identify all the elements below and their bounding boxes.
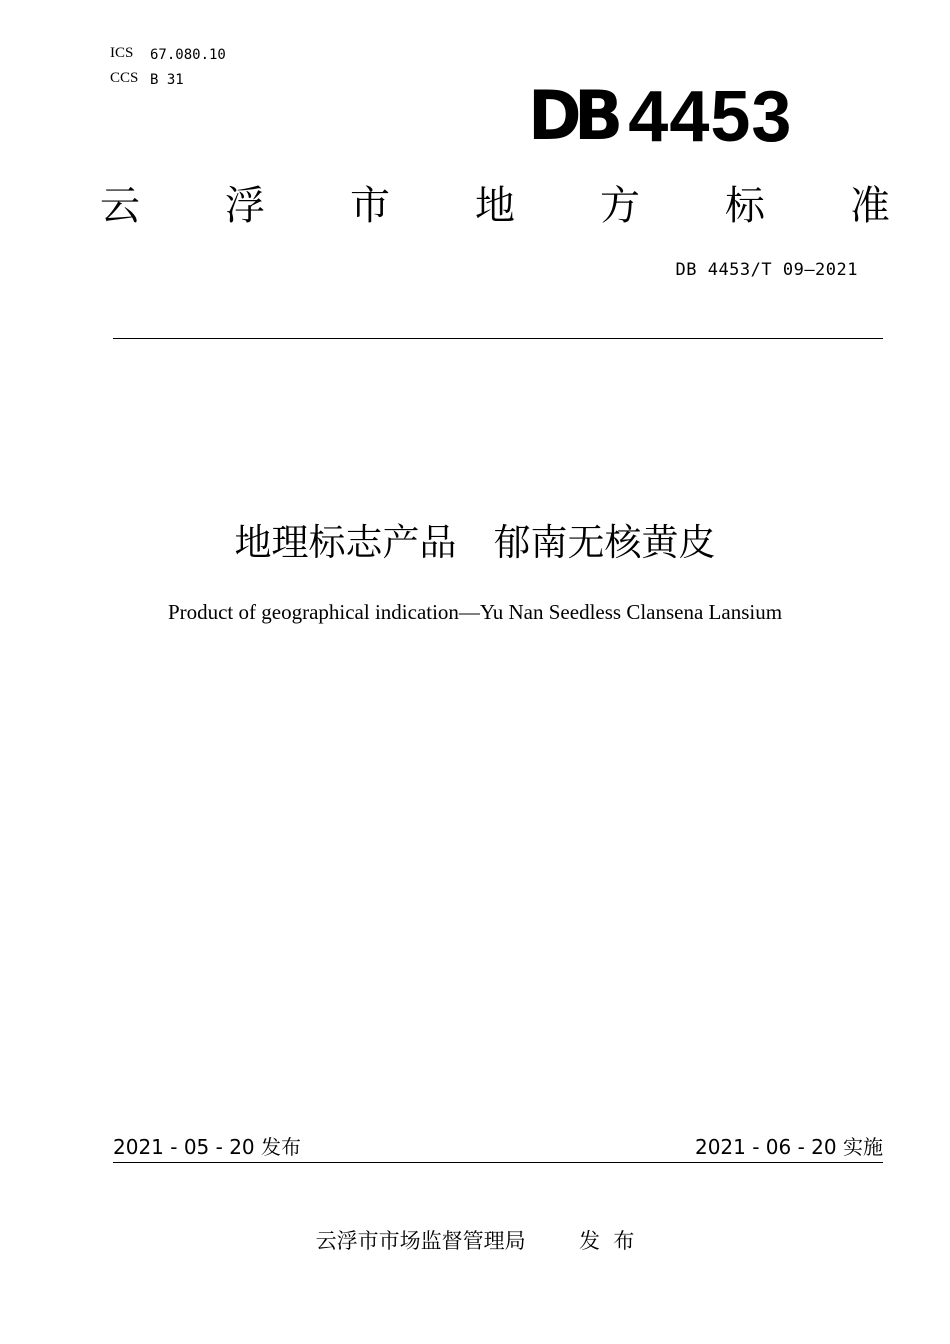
standard-type-char: 浮 bbox=[225, 183, 265, 229]
standard-type-char: 准 bbox=[850, 183, 890, 229]
standard-type-char: 市 bbox=[350, 183, 390, 229]
document-title-chinese: 地理标志产品 郁南无核黄皮 bbox=[234, 521, 716, 564]
standard-type-char: 地 bbox=[475, 183, 515, 229]
ccs-code: B 31 bbox=[150, 72, 184, 88]
standard-type-char: 方 bbox=[600, 183, 640, 229]
standard-type-char: 标 bbox=[725, 183, 765, 229]
db-standard-logo bbox=[528, 77, 793, 157]
implementation-date: 2021 - 06 - 20 实施 bbox=[694, 1135, 883, 1159]
db-logo-prefix: DB bbox=[528, 77, 616, 156]
document-title-english: Product of geographical indication—Yu Nan Seedless Clansena Lansium bbox=[167, 600, 783, 624]
standard-type-heading bbox=[100, 180, 890, 232]
standard-number: DB 4453/T 09—2021 bbox=[675, 260, 858, 280]
ics-code: 67.080.10 bbox=[150, 47, 226, 63]
db-logo-number: 4453 bbox=[628, 77, 793, 157]
publisher: 云浮市市场监督管理局 发 布 bbox=[315, 1229, 635, 1253]
ics-label: ICS bbox=[110, 45, 134, 61]
header-divider bbox=[113, 338, 883, 339]
footer-divider bbox=[113, 1162, 883, 1163]
issue-date: 2021 - 05 - 20 发布 bbox=[113, 1135, 302, 1159]
ccs-label: CCS bbox=[110, 70, 139, 86]
standard-type-char: 云 bbox=[100, 183, 140, 229]
